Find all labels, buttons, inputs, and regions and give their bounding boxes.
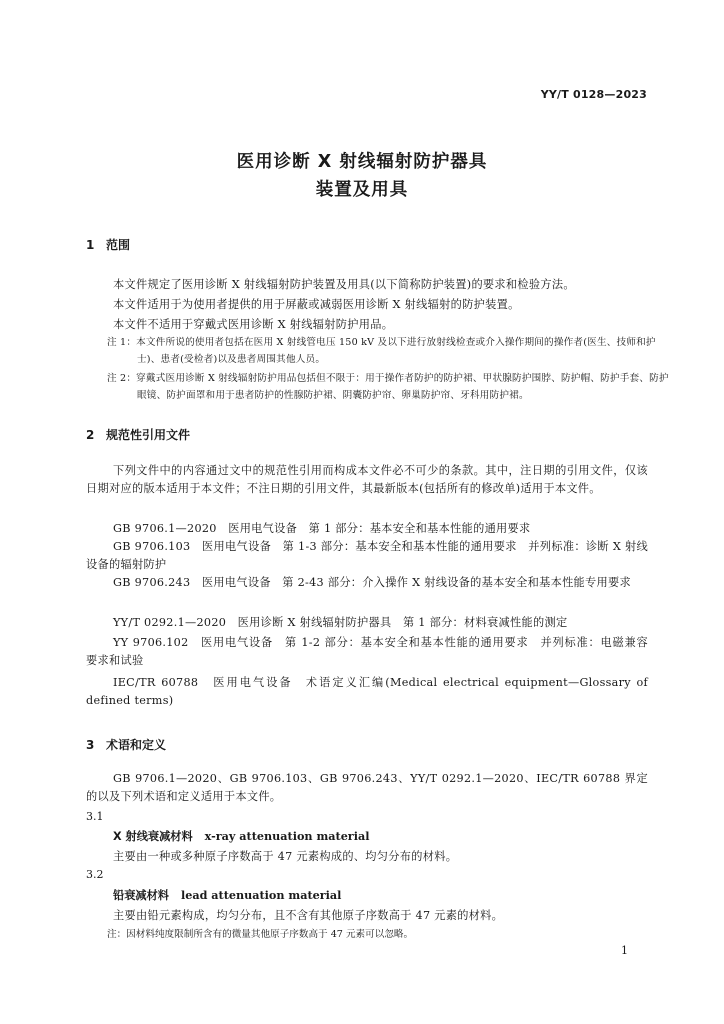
section-number: 2: [86, 428, 95, 442]
term-heading: [113, 828, 369, 844]
term-note: 注：因材料纯度限制所含有的微量其他原子序数高于 47 元素可以忽略。: [107, 929, 414, 940]
section-3-heading: [86, 736, 166, 753]
section-title: 术语和定义: [106, 738, 167, 752]
reference-item: IEC/TR 60788 医用电气设备 术语定义汇编(Medical electrical equipment—Glossary of defined terms): [86, 676, 648, 707]
note-2: 注 2：穿戴式医用诊断 X 射线辐射防护用品包括但不限于：用于操作者防护的防护裙、甲状腺防护围脖、防护帽、防护手套、防护眼镜、防护面罩和用于患者防护的性腺防护裙、阴囊防护帘、卵巢防护帘、牙科用防护裙。: [107, 373, 669, 401]
document-title-line1: 医用诊断 X 射线辐射防护器具: [236, 152, 488, 172]
reference-item: YY 9706.102 医用电气设备 第 1-2 部分：基本安全和基本性能的通用要求 并列标准：电磁兼容 要求和试验: [86, 636, 660, 667]
term-zh: 铅衰减材料: [113, 889, 169, 902]
section-number: 3: [86, 738, 95, 752]
section-number: 1: [86, 238, 95, 252]
paragraph: 下列文件中的内容通过文中的规范性引用而构成本文件必不可少的条款。其中，注日期的引用文件，仅该日期对应的版本适用于本文件；不注日期的引用文件，其最新版本(包括所有的修改单)适用于本文件。: [86, 464, 648, 495]
paragraph: 本文件适用于为使用者提供的用于屏蔽或减弱医用诊断 X 射线辐射的防护装置。: [113, 298, 520, 311]
paragraph: 本文件规定了医用诊断 X 射线辐射防护装置及用具(以下简称防护装置)的要求和检验方法。: [113, 278, 575, 291]
term-definition: 主要由铅元素构成，均匀分布，且不含有其他原子序数高于 47 元素的材料。: [113, 909, 504, 922]
reference-item: GB 9706.243 医用电气设备 第 2-43 部分：介入操作 X 射线设备的基本安全和基本性能专用要求: [113, 576, 631, 589]
section-2-heading: [86, 426, 190, 443]
section-1-heading: [86, 236, 130, 253]
reference-item: GB 9706.103 医用电气设备 第 1-3 部分：基本安全和基本性能的通用要求 并列标准：诊断 X 射线设备的辐射防护: [86, 540, 648, 571]
document-title-line2: 装置及用具: [315, 180, 409, 200]
page-number: 1: [621, 944, 628, 957]
term-en: x-ray attenuation material: [204, 829, 370, 843]
term-number: 3.1: [86, 810, 104, 823]
paragraph: GB 9706.1—2020、GB 9706.103、GB 9706.243、YY/T 0292.1—2020、IEC/TR 60788 界定的以及下列术语和定义适用于本文件。: [86, 772, 648, 803]
paragraph: 本文件不适用于穿戴式医用诊断 X 射线辐射防护用品。: [113, 318, 394, 331]
reference-item: GB 9706.1—2020 医用电气设备 第 1 部分：基本安全和基本性能的通用要求: [113, 522, 531, 535]
term-zh: X 射线衰减材料: [113, 830, 193, 843]
section-title: 范围: [106, 238, 131, 252]
term-definition: 主要由一种或多种原子序数高于 47 元素构成的、均匀分布的材料。: [113, 850, 458, 863]
term-heading: [113, 887, 341, 903]
term-number: 3.2: [86, 868, 104, 881]
term-en: lead attenuation material: [180, 888, 342, 902]
standard-number: YY/T 0128—2023: [540, 88, 647, 101]
reference-item: YY/T 0292.1—2020 医用诊断 X 射线辐射防护器具 第 1 部分：材料衰减性能的测定: [113, 616, 568, 629]
note-1: 注 1：本文件所说的使用者包括在医用 X 射线管电压 150 kV 及以下进行放射线检查或介入操作期间的操作者(医生、技师和护士)、患者(受检者)以及患者周围其他人员。: [107, 337, 656, 365]
section-title: 规范性引用文件: [106, 428, 191, 442]
